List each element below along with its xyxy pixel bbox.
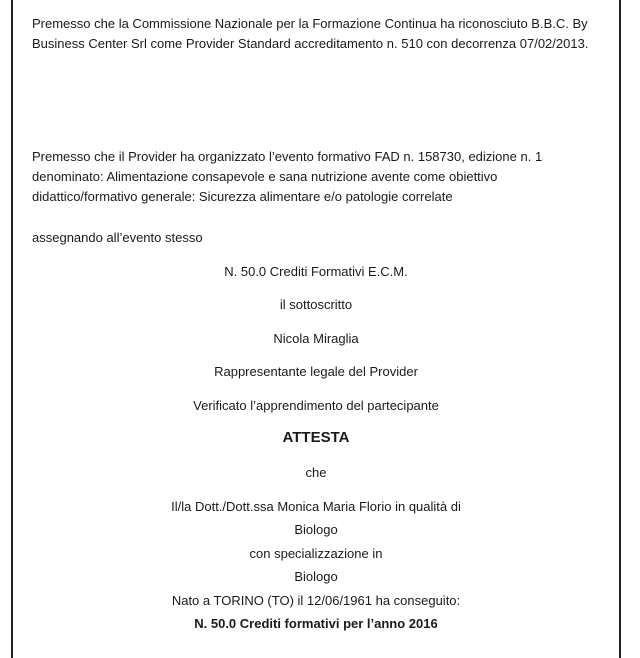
premise-2: Premesso che il Provider ha organizzato l’evento formativo FAD n. 158730, edizione n. 1 denominato: Alimentazione consapevole e sana nutrizione avente come obiettivo didattico/formativo generale: Sicurezza alimentare e/o patologie correlate <box>32 149 543 204</box>
signer-role: Rappresentante legale del Provider <box>214 364 418 379</box>
attesta-heading: ATTESTA <box>282 429 350 446</box>
premise-1: Premesso che la Commissione Nazionale per la Formazione Continua ha riconosciuto B.B.C. By Business Center Srl come Provider Standard accreditamento n. 510 con decorrenza 07/02/2013. <box>32 16 589 51</box>
participant-line: Il/la Dott./Dott.ssa Monica Maria Florio in qualità di <box>171 499 461 514</box>
specialization: Biologo <box>294 569 338 584</box>
profession: Biologo <box>294 522 338 537</box>
assigning-text: assegnando all’evento stesso <box>32 230 203 245</box>
undersigned-label: il sottoscritto <box>279 297 353 312</box>
birth-line: Nato a TORINO (TO) il 12/06/1961 ha conseguito: <box>171 593 461 608</box>
specialization-label: con specializzazione in <box>249 546 383 561</box>
credits-earned: N. 50.0 Crediti formativi per l’anno 2016 <box>194 616 438 631</box>
verified-text: Verificato l’apprendimento del partecipante <box>193 398 439 413</box>
signer-name: Nicola Miraglia <box>273 331 359 346</box>
credits-assigned: N. 50.0 Crediti Formativi E.C.M. <box>224 264 408 279</box>
che-text: che <box>305 465 327 480</box>
